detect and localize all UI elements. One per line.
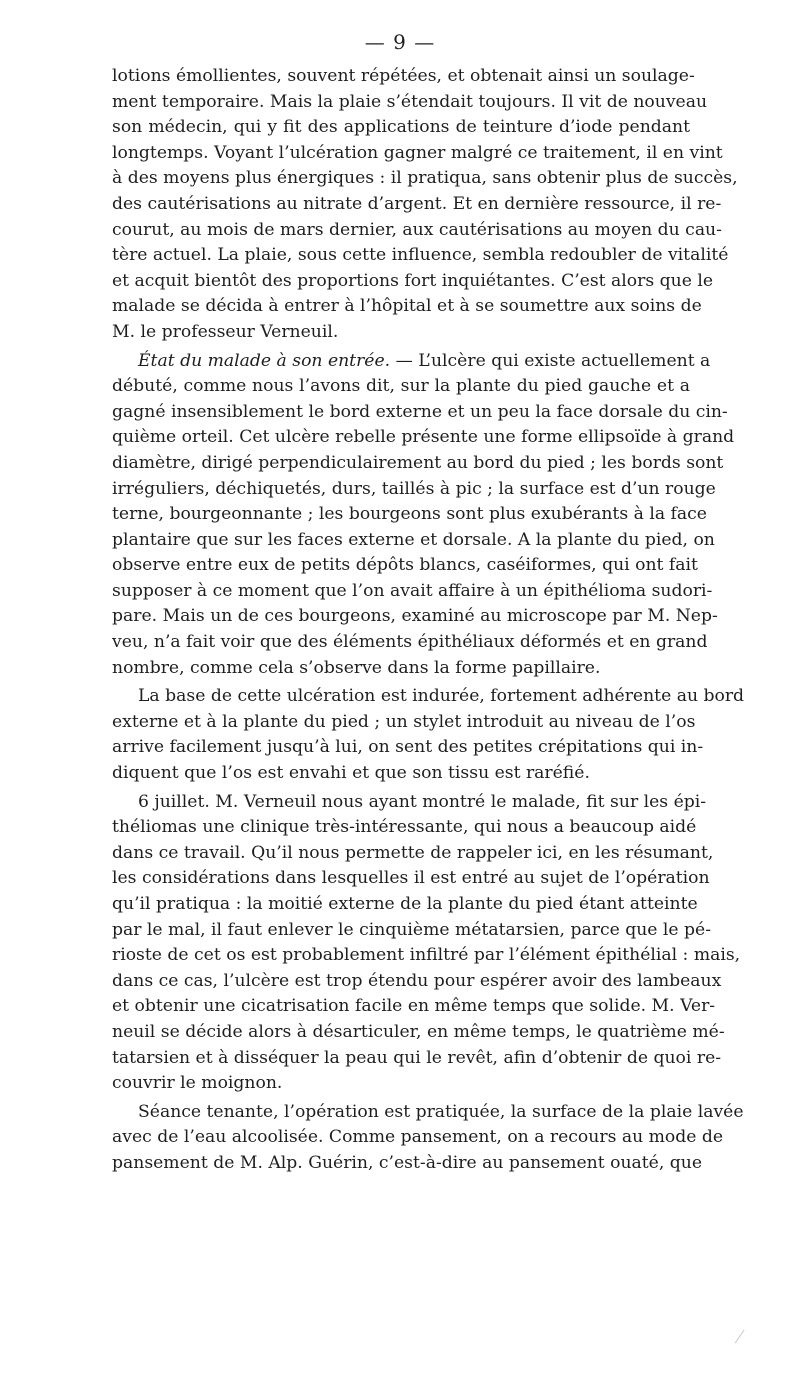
text-line: [112, 477, 716, 503]
text-line: [112, 710, 696, 736]
text-line-content: pare. Mais un de ces bourgeons, examiné au microscope par M. Nep-: [112, 606, 718, 627]
text-line: [112, 166, 738, 192]
text-line-content: diamètre, dirigé perpendiculairement au bord du pied ; les bords sont: [112, 452, 724, 473]
text-line: [112, 761, 690, 787]
text-line-content: et obtenir une cicatrisation facile en même temps que solide. M. Ver-: [112, 996, 716, 1017]
text-line-content: débuté, comme nous l’avons dit, sur la plante du pied gauche et a: [112, 376, 690, 397]
text-line: [112, 400, 728, 426]
text-line-content: dans ce travail. Qu’il nous permette de rappeler ici, en les résumant,: [112, 842, 714, 863]
text-line-content: supposer à ce moment que l’on avait affaire à un épithélioma sudori-: [112, 580, 713, 601]
text-line: [112, 553, 698, 579]
text-line-content: rioste de cet os est probablement infiltré par l’élément épithélial : mais,: [112, 945, 741, 966]
text-line-content: à des moyens plus énergiques : il pratiqua, sans obtenir plus de succès,: [112, 168, 738, 189]
text-line: [112, 918, 712, 944]
text-line: [112, 451, 724, 477]
text-line: [112, 815, 697, 841]
text-line: [112, 1046, 722, 1072]
text-line: [112, 866, 710, 892]
text-line-content: théliomas une clinique très-intéressante, qui nous a beaucoup aidé: [112, 817, 697, 838]
text-line: [112, 528, 715, 554]
text-line: [112, 349, 711, 375]
text-line-content: Séance tenante, l’opération est pratiquée, la surface de la plaie lavée: [138, 1101, 744, 1122]
text-line-content: des cautérisations au nitrate d’argent. Et en dernière ressource, il re-: [112, 193, 722, 214]
text-line-content: malade se décida à entrer à l’hôpital et à se soumettre aux soins de: [112, 296, 702, 317]
text-line-content: plantaire que sur les faces externe et dorsale. A la plante du pied, on: [112, 529, 715, 550]
text-line: [112, 1100, 744, 1126]
text-line-content: lotions émollientes, souvent répétées, et obtenait ainsi un soulage-: [112, 66, 695, 86]
text-line: [112, 115, 690, 141]
text-line-content: avec de l’eau alcoolisée. Comme pansement, on a recours au mode de: [112, 1127, 724, 1148]
text-line: [112, 579, 713, 605]
page-number: — 9 —: [364, 30, 436, 54]
text-line: [112, 374, 690, 400]
text-line-content: La base de cette ulcération est indurée, fortement adhérente au bord: [138, 686, 745, 707]
text-line: [112, 790, 707, 816]
text-line-content: veu, n’a fait voir que des éléments épithéliaux déformés et en grand: [112, 632, 708, 653]
text-line: [112, 269, 714, 295]
text-line: [112, 243, 729, 269]
text-line: [112, 1020, 725, 1046]
text-line-content: pansement de M. Alp. Guérin, c’est-à-dire au pansement ouaté, que: [112, 1152, 703, 1173]
text-line-content: externe et à la plante du pied ; un stylet introduit au niveau de l’os: [112, 711, 696, 732]
text-line: [112, 1151, 703, 1177]
text-line-content: tère actuel. La plaie, sous cette influence, sembla redoubler de vitalité: [112, 245, 729, 266]
text-line-content: par le mal, il faut enlever le cinquième métatarsien, parce que le pé-: [112, 919, 712, 940]
text-line-content: — L’ulcère qui existe actuellement a: [390, 350, 711, 371]
section-heading: État du malade à son entrée.: [138, 350, 391, 371]
text-line-content: son médecin, qui y fit des applications de teinture d’iode pendant: [112, 117, 690, 138]
text-line-content: tatarsien et à disséquer la peau qui le revêt, afin d’obtenir de quoi re-: [112, 1047, 722, 1068]
text-line: [112, 735, 704, 761]
text-line-content: quième orteil. Cet ulcère rebelle présente une forme ellipsoïde à grand: [112, 427, 735, 448]
text-line: [112, 1071, 690, 1097]
text-line-content: M. le professeur Verneuil.: [112, 321, 339, 342]
text-line: [112, 841, 714, 867]
text-line: [112, 943, 741, 969]
text-line: [112, 294, 702, 320]
text-line: [112, 994, 716, 1020]
text-line: [112, 684, 745, 710]
text-line: [112, 218, 722, 244]
text-line-content: qu’il pratiqua : la moitié externe de la plante du pied étant atteinte: [112, 894, 698, 914]
text-line: [112, 892, 698, 918]
text-line: [112, 90, 708, 116]
text-line-content: 6 juillet. M. Verneuil nous ayant montré le malade, fit sur les épi-: [138, 791, 707, 812]
text-line-content: et acquit bientôt des proportions fort inquiétantes. C’est alors que le: [112, 270, 714, 291]
text-line-content: irréguliers, déchiquetés, durs, taillés à pic ; la surface est d’un rouge: [112, 478, 716, 499]
text-line: [112, 969, 722, 995]
text-line: [112, 192, 722, 218]
text-line-content: nombre, comme cela s’observe dans la forme papillaire.: [112, 657, 601, 678]
text-line-content: diquent que l’os est envahi et que son tissu est raréfié.: [112, 763, 590, 784]
text-line: [112, 320, 690, 346]
body-text: [112, 64, 745, 1177]
text-line: [112, 141, 723, 167]
text-line-content: arrive facilement jusqu’à lui, on sent des petites crépitations qui in-: [112, 737, 704, 758]
text-line-content: terne, bourgeonnante ; les bourgeons sont plus exubérants à la face: [112, 504, 707, 525]
text-line-content: couvrir le moignon.: [112, 1073, 283, 1094]
text-line-content: longtemps. Voyant l’ulcération gagner malgré ce traitement, il en vint: [112, 142, 723, 163]
text-line-content: dans ce cas, l’ulcère est trop étendu pour espérer avoir des lambeaux: [112, 970, 722, 991]
text-line-content: observe entre eux de petits dépôts blancs, caséiformes, qui ont fait: [112, 555, 698, 576]
text-line: [112, 604, 718, 630]
text-line: [112, 1125, 724, 1151]
text-line-content: ment temporaire. Mais la plaie s’étendait toujours. Il vit de nouveau: [112, 91, 708, 112]
pencil-mark: [735, 1330, 755, 1351]
text-line-content: les considérations dans lesquelles il est entré au sujet de l’opération: [112, 868, 710, 889]
text-line-content: courut, au mois de mars dernier, aux cautérisations au moyen du cau-: [112, 219, 722, 240]
text-line: [112, 502, 707, 528]
text-line-content: neuil se décide alors à désarticuler, en même temps, le quatrième mé-: [112, 1021, 725, 1042]
text-line: [112, 630, 708, 656]
text-line: [112, 64, 695, 90]
text-line: [112, 425, 735, 451]
text-line: [112, 656, 690, 682]
text-line-content: gagné insensiblement le bord externe et un peu la face dorsale du cin-: [112, 401, 728, 422]
